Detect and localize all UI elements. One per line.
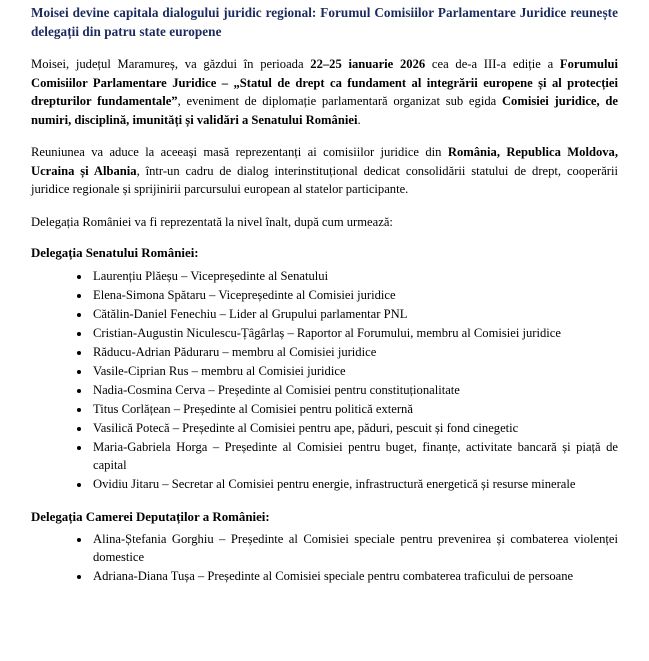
plain-text: , eveniment de diplomație parlamentară organizat sub egida [177,94,502,109]
section-heading-senat: Delegația Senatului României: [31,246,199,261]
emphasis-text: 22–25 ianuarie 2026 [310,57,426,72]
paragraph-participants [31,143,618,199]
plain-text: Reuniunea va aduce la aceeași masă reprezentanți ai comisiilor juridice din [31,145,448,160]
paragraph-intro [31,55,618,129]
list-item: • Elena-Simona Spătaru – Vicepreședinte al Comisiei juridice [91,286,618,305]
section-senat [31,244,618,493]
plain-text: Moisei, județul Maramureș, va găzdui în perioada [31,57,311,72]
plain-text: , într-un cadru de dialog interinstituțional dedicat consolidării statului de drept, cooperării juridice regionale și sprijinirii parcursului european al statelor participante. [31,163,618,197]
member-list-senat [31,267,618,494]
list-item: • Alina-Ștefania Gorghiu – Președinte al Comisiei speciale pentru prevenirea și combaterea violenței domestice [91,530,618,567]
list-item: • Maria-Gabriela Horga – Președinte al Comisiei pentru buget, finanțe, activitate bancară și piață de capital [91,438,618,475]
plain-text: Delegația României va fi reprezentată la nivel înalt, după cum urmează: [31,214,393,229]
paragraph-delegation-intro [31,213,618,232]
plain-text: cea de-a III-a ediție a [425,57,560,72]
list-item: • Cristian-Augustin Niculescu-Țâgârlaș – Raportor al Forumului, membru al Comisiei juridice [91,324,618,343]
list-item: • Laurențiu Plăeșu – Vicepreședinte al Senatului [91,267,618,286]
section-heading-camera-deputatilor: Delegația Camerei Deputaților a României: [31,509,270,524]
list-item: • Vasilică Potecă – Președinte al Comisiei pentru ape, păduri, pescuit și fond cinegetic [91,419,618,438]
list-item: • Vasile-Ciprian Rus – membru al Comisiei juridice [91,362,618,381]
list-item: • Titus Corlățean – Președinte al Comisiei pentru politică externă [91,400,618,419]
list-item: • Răducu-Adrian Păduraru – membru al Comisiei juridice [91,343,618,362]
list-item: • Adriana-Diana Tușa – Președinte al Comisiei speciale pentru combaterea traficului de persoane [91,567,618,586]
list-item: • Nadia-Cosmina Cerva – Președinte al Comisiei pentru constituționalitate [91,381,618,400]
member-list-camera-deputatilor [31,530,618,586]
list-item: • Ovidiu Jitaru – Secretar al Comisiei pentru energie, infrastructură energetică și resurse minerale [91,475,618,494]
emphasis-text: Forumului Comisiilor Parlamentare Juridice – „Statul de drept ca fundament al integrării europene și al protecției drepturilor fundamentale” [31,57,618,109]
plain-text: . [357,112,361,127]
list-item: • Cătălin-Daniel Fenechiu – Lider al Grupului parlamentar PNL [91,305,618,324]
emphasis-text: România, Republica Moldova, Ucraina și Albania [31,145,619,178]
emphasis-text: Comisiei juridice, de numiri, disciplină, imunități și validări a Senatului României [31,94,618,127]
section-camera-deputatilor [31,508,618,586]
page-title: Moisei devine capitala dialogului juridic regional: Forumul Comisiilor Parlamentare Juridice reunește delegații din patru state europene [31,5,618,39]
